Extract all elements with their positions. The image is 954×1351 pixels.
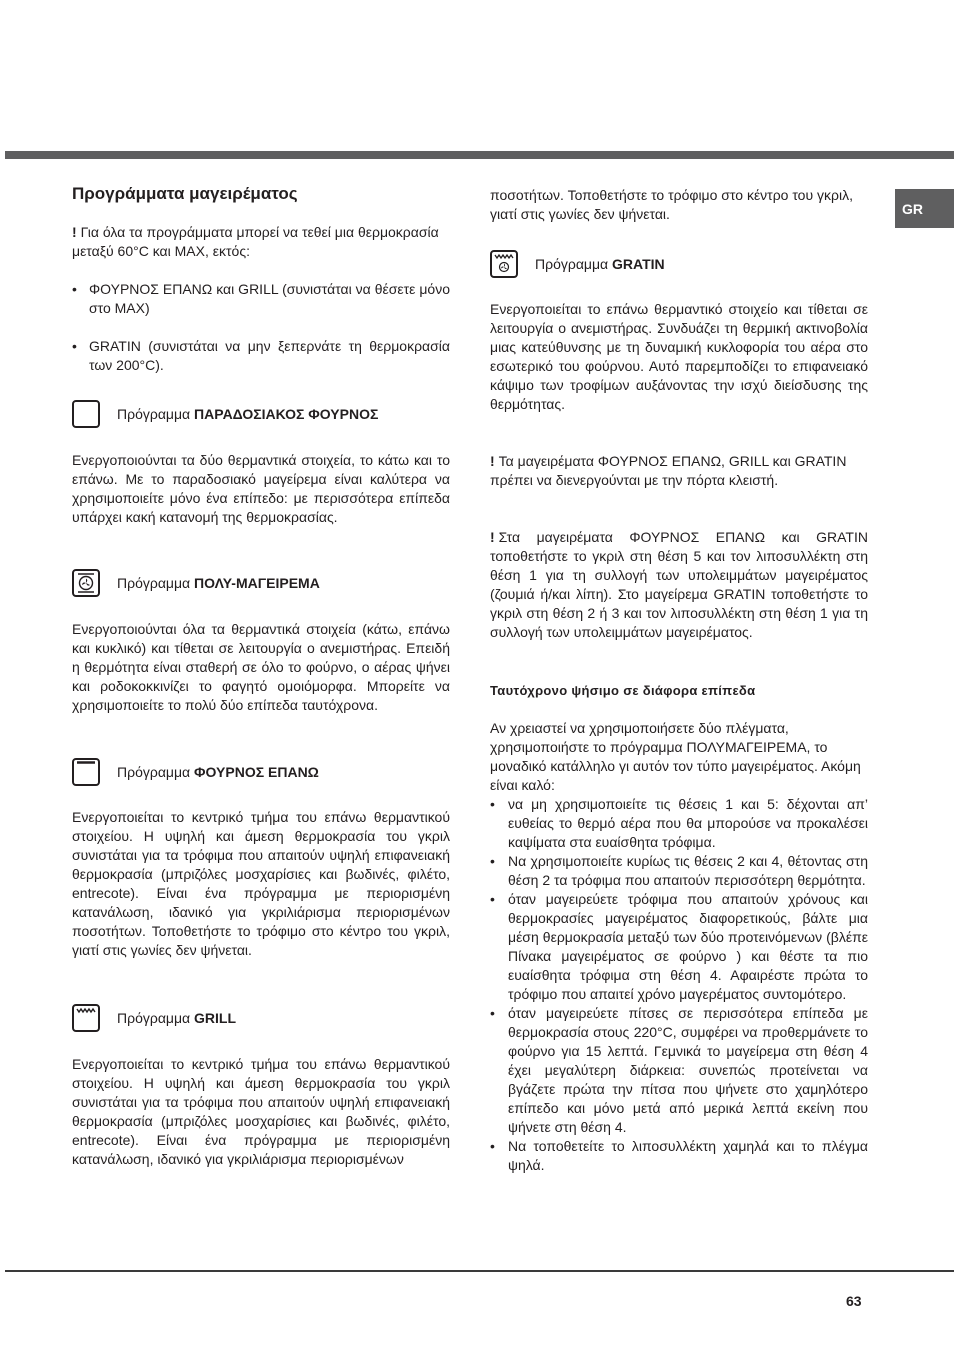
program-description: Ενεργοποιούνται όλα τα θερμαντικά στοιχεία (κάτω, επάνω και κυκλικό) και τίθεται σε λειτουργία ο ανεμιστήρας. Επειδή η θερμότητα είναι σταθερή σε όλο το φούρνο, ο αέρας ψήνει και ροδοκοκκινίζει το φαγητό ομοιόμορφα. Μπορείτε να χρησιμοποιείτε το πολύ δύο επίπεδα ταυτόχρονα. [72, 621, 450, 713]
program-name: ΦΟΥΡΝΟΣ ΕΠΑΝΩ [194, 763, 319, 780]
warning-mark: ! [490, 529, 495, 545]
multi-level-intro: Αν χρειαστεί να χρησιμοποιήσετε δύο πλέγματα, χρησιμοποιήστε το πρόγραμμα ΠΟΛΥΜΑΓΕΙΡΕΜΑ, το μοναδικό κατάλληλο γι αυτόν τον τύπο μαγειρέματος. Ακόμη είναι καλό: [490, 720, 861, 793]
warning-note [490, 528, 868, 642]
tips-list [490, 795, 868, 1175]
list-item: • Να χρησιμοποιείτε κυρίως τις θέσεις 2 και 4, θέτοντας στη θέση 2 τα τρόφιμα που απαιτούν περισσότερη θερμότητα. [490, 852, 868, 890]
gratin-icon [490, 250, 518, 278]
program-top-oven [72, 758, 450, 786]
program-description: Ενεργοποιείται το κεντρικό τμήμα του επάνω θερμαντικού στοιχείου. Η υψηλή και άμεση θερμοκρασία του γκριλ συνιστάται για τα τρόφιμα που απαιτούν υψηλή επιφανειακή θερμοκρασία (μπριζόλες μοσχαρίσιες και βωδινές, φιλέτο, entrecote). Είναι ένα πρόγραμμα με περιορισμένη κατανάλωση, ιδανικό για γκριλιάρισμα περιορισμένων [72, 1056, 450, 1167]
program-label: Πρόγραμμα [117, 574, 191, 591]
note-text: Για όλα τα προγράμματα μπορεί να τεθεί μια θερμοκρασία μεταξύ 60°C και MAX, εκτός: [72, 224, 439, 259]
program-label: Πρόγραμμα [117, 405, 191, 422]
multi-cooking-icon-glyph [74, 571, 98, 595]
warning-text: Στα μαγειρέματα ΦΟΥΡΝΟΣ ΕΠΑΝΩ και GRATIN τοποθετήστε το γκριλ στη θέση 5 και τον λιποσυλλέκτη στη θέση 1 για τη συλλογή των υπολειμμάτων μαγειρέματος (ζουμιά ή/και λίπη). Στο μαγείρεμα GRATIN τοποθετήστε το γκριλ στη θέση 2 ή 3 και τον λιποσυλλέκτη στη θέση 1 για τη συλλογή των υπολειμμάτων μαγειρέματος. [490, 529, 868, 640]
program-description: Ενεργοποιείται το κεντρικό τμήμα του επάνω θερμαντικού στοιχείου. Η υψηλή και άμεση θερμοκρασία του γκριλ συνιστάται για τα τρόφιμα που απαιτούν υψηλή επιφανειακή θερμοκρασία (μπριζόλες μοσχαρίσιες και βωδινές, φιλέτο, entrecote). Είναι ένα πρόγραμμα με περιορισμένη κατανάλωση, ιδανικό για γκριλιάρισμα περιορισμένων ποσοτήτων. Τοποθετήστε το τρόφιμο στο κέντρο του γκριλ, γιατί στις γωνίες δεν ψήνεται. [72, 809, 450, 958]
list-item: • Να τοποθετείτε το λιποσυλλέκτη χαμηλά και το πλέγμα ψηλά. [490, 1137, 868, 1175]
exceptions-list [72, 280, 450, 318]
program-gratin [490, 250, 868, 278]
warning-mark: ! [490, 453, 495, 469]
multi-cooking-icon [72, 569, 100, 597]
list-item: • GRATIN (συνιστάται να μην ξεπερνάτε τη θερμοκρασία των 200°C). [72, 337, 450, 375]
warning-text: Τα μαγειρέματα ΦΟΥΡΝΟΣ ΕΠΑΝΩ, GRILL και GRATIN πρέπει να διενεργούνται με την πόρτα κλειστή. [490, 453, 847, 488]
program-multi-cooking [72, 569, 450, 597]
header-bar [5, 151, 954, 159]
page-number: 63 [846, 1293, 862, 1309]
language-tab [895, 189, 954, 228]
warning-note [490, 452, 868, 490]
program-description: Ενεργοποιούνται τα δύο θερμαντικά στοιχεία, το κάτω και το επάνω. Με το παραδοσιακό μαγείρεμα είναι καλύτερα να χρησιμοποιείτε μόνο ένα επίπεδο: με περισσότερα επίπεδα υπάρχει κακή κατανομή της θερμοκρασίας. [72, 452, 450, 525]
program-description: Ενεργοποιείται το επάνω θερμαντικό στοιχείο και τίθεται σε λειτουργία ο ανεμιστήρας. Συνδυάζει τη θερμική ακτινοβολία μιας κατεύθυνσης με τη δυναμική κυκλοφορία του αέρα στο εσωτερικό του φούρνου. Αυτό παρεμποδίζει το επιφανειακό κάψιμο των τροφίμων αυξάνοντας την ισχύ διείσδυσης της θερμότητας. [490, 301, 868, 412]
gratin-icon-glyph [492, 252, 516, 276]
grill-icon-glyph [74, 1006, 98, 1030]
list-item: • να μη χρησιμοποιείτε τις θέσεις 1 και 5: δέχονται απ’ ευθείας το θερμό αέρα που θα μπορούσε να προκαλέσει καψίματα στα ευαίσθητα τρόφιμα. [490, 795, 868, 852]
note-mark: ! [72, 224, 77, 240]
top-oven-icon [72, 758, 100, 786]
temperature-note [72, 223, 450, 261]
program-label: Πρόγραμμα [117, 763, 191, 780]
program-name: GRATIN [612, 255, 665, 272]
top-oven-icon-glyph [74, 760, 98, 784]
multi-level-heading: Ταυτόχρονο ψήσιμο σε διάφορα επίπεδα [490, 683, 756, 698]
program-label: Πρόγραμμα [535, 255, 609, 272]
program-name: ΠΑΡΑΔΟΣΙΑΚΟΣ ΦΟΥΡΝΟΣ [194, 405, 379, 422]
list-item: • όταν μαγειρεύετε τρόφιμα που απαιτούν χρόνους και θερμοκρασίες μαγειρέματος διαφορετικούς, βάλτε μια μέση θερμοκρασία μεταξύ των δύο προτεινόμενων (βλέπε Πίνακα μαγειρέματος σε φούρνο ) και θέστε τα πιο ευαίσθητα τρόφιμα στη θέση 4. Αφαιρέστε πρώτα το τρόφιμο που απαιτεί χρόνο μαγερέματος συντομότερο. [490, 890, 868, 1004]
program-name: ΠΟΛΥ-ΜΑΓΕΙΡΕΜΑ [194, 574, 320, 591]
section-title: Προγράμματα μαγειρέματος [72, 184, 298, 203]
list-item: • όταν μαγειρεύετε πίτσες σε περισσότερα επίπεδα με θερμοκρασία στους 220°C, συμφέρει να προθερμάνετε το φούρνο για 15 λεπτά. Γεμνικά το μαγείρεμα στη θέση 4 έχει μεγαλύτερη διάρκεια: συνεπώς προτείνεται να βγάζετε πρώτα την πίτσα που ψήνετε στο χαμηλότερο επίπεδο και μόνο μετά από μερικά λεπτά εκείνη που ψήνετε στη θέση 4. [490, 1004, 868, 1137]
grill-icon [72, 1004, 100, 1032]
footer-rule [5, 1270, 954, 1272]
program-traditional-oven [72, 400, 450, 428]
program-label: Πρόγραμμα [117, 1009, 191, 1026]
program-name: GRILL [194, 1009, 237, 1026]
continuation-text: ποσοτήτων. Τοποθετήστε το τρόφιμο στο κέντρο του γκριλ, γιατί στις γωνίες δεν ψήνεται. [490, 187, 853, 222]
exceptions-list [72, 337, 450, 375]
language-tab-label: GR [902, 200, 923, 217]
list-item: • ΦΟΥΡΝΟΣ ΕΠΑΝΩ και GRILL (συνιστάται να θέσετε μόνο στο MAX) [72, 280, 450, 318]
program-grill [72, 1004, 450, 1032]
traditional-oven-icon [72, 400, 100, 428]
